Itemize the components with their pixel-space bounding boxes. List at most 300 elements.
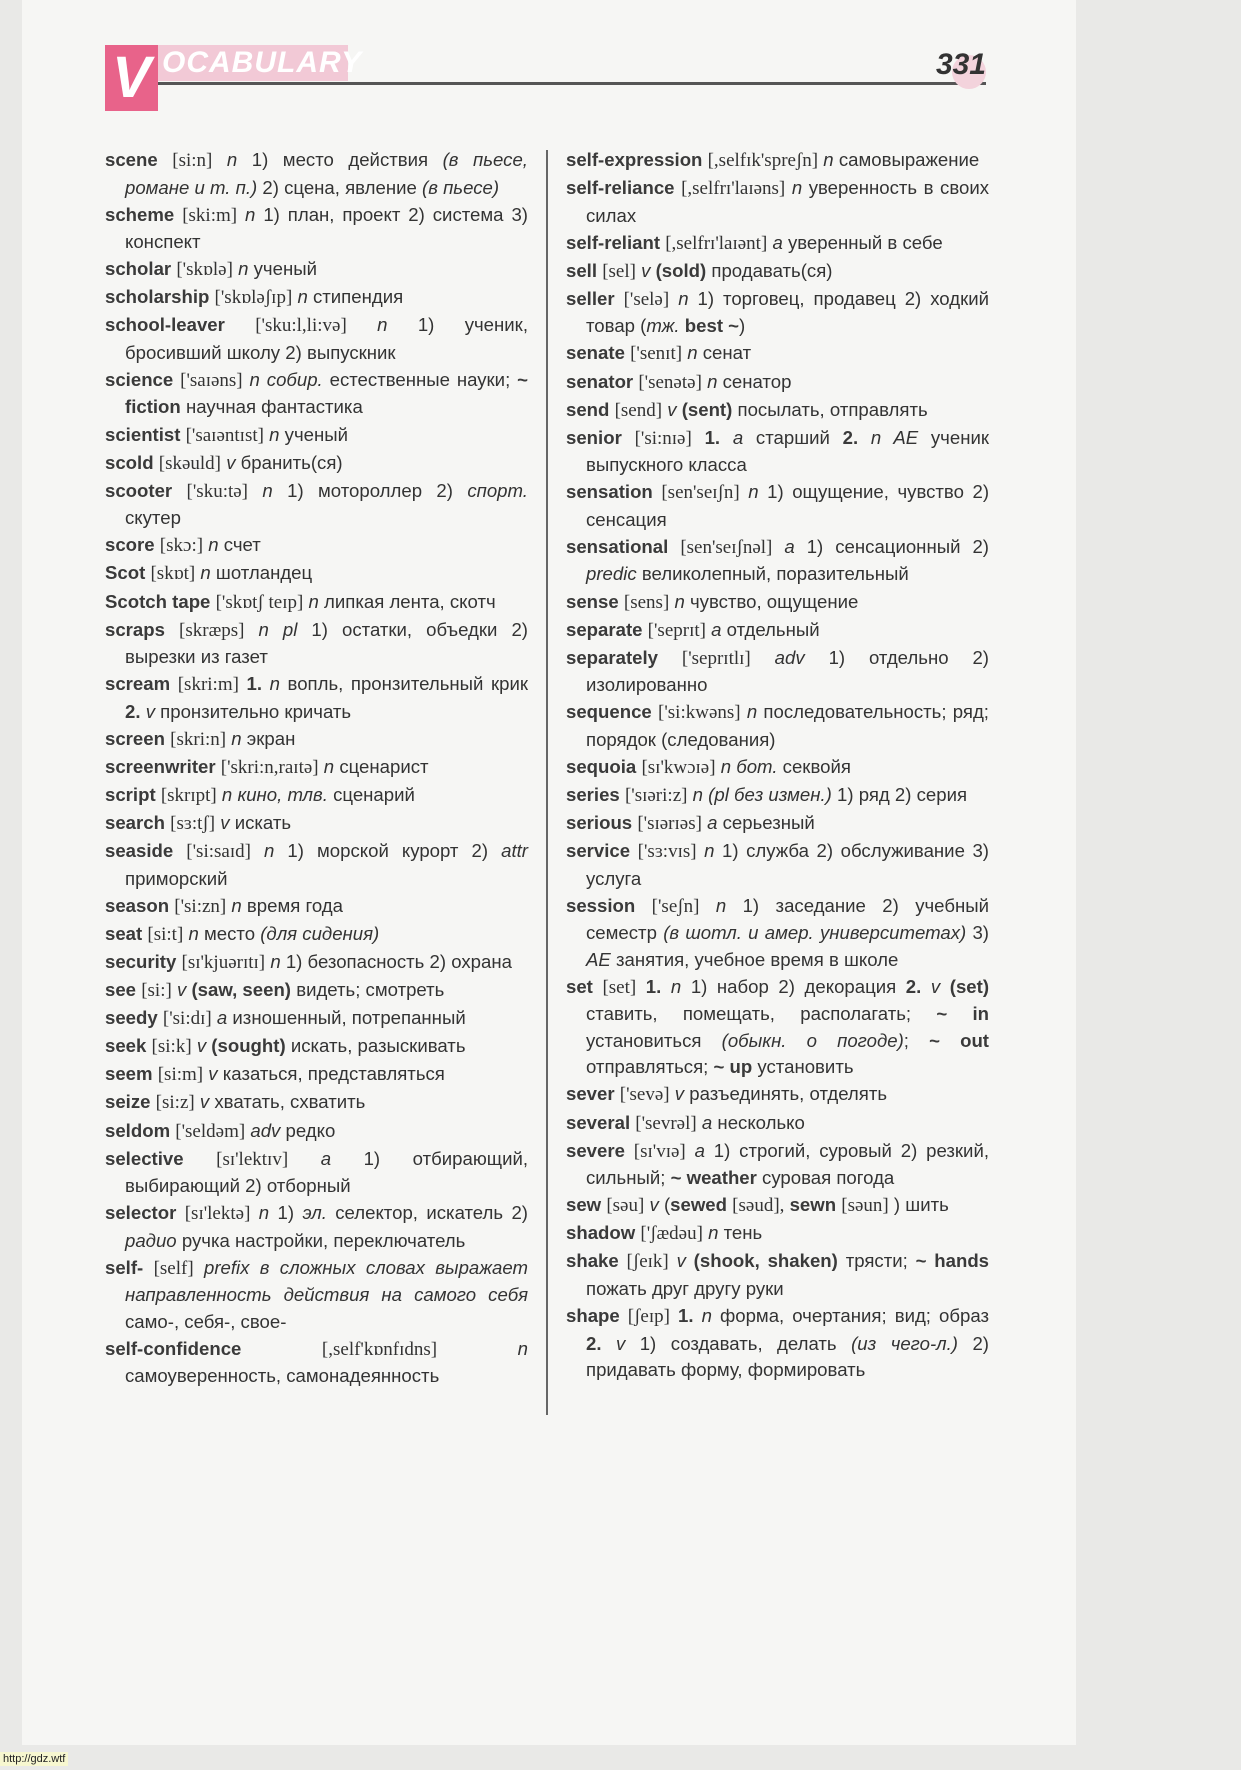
dictionary-entry <box>105 422 528 450</box>
entry-grammar-label: эл. <box>302 1202 327 1224</box>
entry-translation: время года <box>246 894 343 916</box>
entry-transcription: ['si:nɪə] <box>634 427 692 449</box>
entry-transcription: ['skɒləʃɪp] <box>214 287 293 309</box>
dictionary-entry <box>105 1033 528 1061</box>
entry-translation: форма, очертания; вид; образ <box>719 1305 989 1327</box>
entry-grammar-label: (обыкн. о погоде) <box>721 1029 904 1051</box>
entry-translation: видеть; смотреть <box>296 979 445 1001</box>
entry-translation: ; <box>903 1029 909 1051</box>
entry-transcription: [si:m] <box>157 1064 204 1086</box>
entry-translation: счет <box>223 534 261 556</box>
entry-translation: изношенный, потрепанный <box>232 1007 466 1029</box>
entry-headword: sense <box>566 590 619 612</box>
entry-transcription: ['senətə] <box>638 371 702 393</box>
entry-translation: 2) придавать форму, формировать <box>586 1332 990 1381</box>
entry-headword: screen <box>105 727 165 749</box>
dictionary-entry <box>566 1192 989 1220</box>
entry-headword: Scotch tape <box>105 590 211 612</box>
entry-translation: ученый <box>284 423 349 445</box>
entry-transcription: [,selfɪk'spreʃn] <box>707 150 819 171</box>
entry-headword: (saw, seen) <box>191 979 292 1001</box>
dictionary-entry <box>566 617 989 645</box>
dictionary-entry <box>566 645 989 699</box>
entry-headword: selector <box>105 1202 177 1224</box>
entry-transcription: ['seprɪt] <box>647 619 706 641</box>
entry-translation: самоуверенность, самонадеянность <box>125 1365 440 1387</box>
entry-translation: липкая лента, скотч <box>324 590 496 612</box>
dictionary-entry <box>566 1303 989 1384</box>
dictionary-entry <box>566 286 989 340</box>
entry-transcription: [skri:n] <box>170 728 227 750</box>
entry-grammar-label: n <box>208 534 219 556</box>
entry-transcription: [səun] <box>841 1195 889 1217</box>
source-link[interactable]: http://gdz.wtf <box>0 1752 68 1766</box>
dictionary-entry <box>566 974 989 1081</box>
entry-grammar-label: a <box>732 426 744 448</box>
entry-transcription: [skri:m] <box>177 674 239 696</box>
entry-transcription: ['skɒtʃ teɪp] <box>215 591 304 613</box>
entry-grammar-label: n <box>715 894 727 916</box>
right-column <box>566 147 989 1384</box>
dictionary-entry <box>566 369 989 397</box>
left-column <box>105 147 528 1391</box>
dictionary-entry <box>105 147 528 201</box>
entry-transcription: [,selfrɪ'laɪəns] <box>681 178 786 200</box>
dictionary-entry <box>566 258 989 286</box>
entry-translation: 1) сенсационный 2) <box>806 535 989 557</box>
entry-translation: продавать(ся) <box>711 259 833 281</box>
entry-headword: senate <box>566 342 625 364</box>
entry-transcription: [si:k] <box>151 1036 192 1058</box>
entry-grammar-label: a <box>772 231 783 253</box>
entry-headword: scientist <box>105 423 181 445</box>
entry-transcription: [skrɪpt] <box>160 785 217 806</box>
entry-transcription: ['seprɪtlɪ] <box>681 647 751 669</box>
dictionary-entry <box>566 147 989 175</box>
entry-translation: приморский <box>125 867 228 889</box>
entry-translation: занятия, учебное время в школе <box>615 948 899 970</box>
entry-grammar-label: v <box>226 451 236 473</box>
entry-headword: sequoia <box>566 755 637 777</box>
entry-transcription: [sɪ'kjuərɪtɪ] <box>181 951 266 973</box>
entry-grammar-label: (pl без измен.) <box>708 784 832 805</box>
entry-transcription: ['sɜ:vɪs] <box>637 841 697 863</box>
entry-translation: старший <box>755 426 830 448</box>
entry-headword: best ~ <box>684 315 740 337</box>
dictionary-entry <box>566 425 989 479</box>
entry-translation: искать, разыскивать <box>290 1035 466 1057</box>
section-logo-title: OCABULARY <box>158 45 348 81</box>
entry-translation: 1) морской курорт 2) <box>287 840 489 862</box>
entry-headword: script <box>105 784 156 805</box>
section-logo-initial: V <box>105 45 158 111</box>
entry-headword: sensation <box>566 481 653 503</box>
entry-translation: стипендия <box>312 286 404 308</box>
entry-headword: ~ out <box>929 1029 989 1051</box>
entry-translation: 1) ощущение, чувство 2) сенсация <box>586 481 990 530</box>
entry-headword: (sent) <box>681 398 733 420</box>
entry-grammar-label: n <box>231 894 242 916</box>
entry-headword: scraps <box>105 618 165 640</box>
dictionary-entry <box>105 367 528 421</box>
entry-headword: 2. <box>125 700 141 722</box>
entry-transcription: [si:t] <box>147 923 184 945</box>
entry-transcription: [skɔ:] <box>159 535 204 557</box>
entry-grammar-label: a <box>694 1139 705 1161</box>
dictionary-entry <box>105 1336 528 1390</box>
entry-transcription: [send] <box>614 399 663 421</box>
entry-grammar-label: n pl <box>258 618 298 640</box>
dictionary-entry <box>105 478 528 532</box>
entry-headword: scream <box>105 673 171 695</box>
entry-transcription: [,selfrɪ'laɪənt] <box>665 232 768 254</box>
entry-headword: sewed <box>670 1194 727 1216</box>
entry-translation: 2) сцена, явление <box>262 176 417 198</box>
entry-grammar-label: n <box>823 149 834 170</box>
entry-headword: self-reliance <box>566 177 675 199</box>
entry-translation: сценарист <box>339 755 429 777</box>
dictionary-entry <box>566 1220 989 1248</box>
entry-transcription: [skræps] <box>179 619 245 641</box>
entry-grammar-label: v <box>615 1332 626 1354</box>
entry-grammar-label: n <box>264 840 275 862</box>
entry-grammar-label: собир. <box>266 368 323 390</box>
entry-headword: 1. <box>678 1305 694 1327</box>
column-divider <box>546 150 548 1415</box>
dictionary-entry <box>105 560 528 588</box>
entry-transcription: [səu] <box>606 1195 645 1217</box>
entry-headword: sewn <box>789 1194 837 1216</box>
entry-headword: ~ weather <box>670 1167 757 1189</box>
dictionary-entry <box>566 1081 989 1109</box>
entry-headword: session <box>566 894 636 916</box>
entry-transcription: [ski:m] <box>182 204 238 226</box>
entry-headword: seek <box>105 1035 147 1057</box>
entry-translation: 1) отдельно 2) изолированно <box>586 646 989 696</box>
dictionary-entry <box>566 810 989 838</box>
entry-grammar-label: n <box>238 258 249 280</box>
entry-grammar-label: n <box>249 368 260 390</box>
entry-translation: сенатор <box>722 370 792 392</box>
dictionary-entry <box>566 397 989 425</box>
entry-translation: 1) мотороллер 2) <box>287 479 453 501</box>
entry-grammar-label: бот. <box>736 755 778 777</box>
entry-translation: несколько <box>717 1111 805 1133</box>
entry-translation: 1) план, проект 2) система 3) конспект <box>125 203 528 253</box>
entry-translation: посылать, отправлять <box>737 398 928 420</box>
entry-translation: шотландец <box>215 562 313 584</box>
entry-transcription: ['senɪt] <box>630 343 683 365</box>
entry-grammar-label: n <box>308 590 319 612</box>
entry-headword: ~ fiction <box>125 368 528 418</box>
entry-translation: ( <box>663 1194 671 1216</box>
entry-grammar-label: a <box>711 618 722 640</box>
entry-grammar-label: (из чего-л.) <box>851 1332 959 1354</box>
entry-transcription: ['skɒlə] <box>176 259 233 281</box>
entry-headword: screenwriter <box>105 755 216 777</box>
entry-transcription: ['si:kwəns] <box>658 702 741 724</box>
entry-transcription: ['ʃædəu] <box>640 1223 703 1245</box>
entry-transcription: ['si:saɪd] <box>186 841 251 863</box>
entry-headword: score <box>105 534 155 556</box>
entry-grammar-label: n <box>297 286 308 308</box>
entry-transcription: [ʃeɪk] <box>626 1251 669 1273</box>
entry-headword: 1. <box>704 426 721 448</box>
entry-grammar-label: n AE <box>870 426 919 448</box>
entry-transcription: ['sɪərɪəs] <box>637 813 702 835</box>
entry-grammar-label: n <box>746 701 758 723</box>
entry-grammar-label: n <box>245 203 256 225</box>
entry-headword: sequence <box>566 701 652 723</box>
entry-grammar-label: v <box>176 979 187 1001</box>
entry-translation: 1) <box>277 1202 295 1224</box>
entry-grammar-label: n <box>748 481 759 503</box>
entry-headword: self-confidence <box>105 1337 242 1359</box>
entry-grammar-label: n <box>231 727 242 749</box>
dictionary-entry <box>105 1061 528 1089</box>
entry-headword: search <box>105 812 165 834</box>
entry-translation: 1) ряд 2) серия <box>837 784 968 805</box>
entry-grammar-label: n <box>687 342 698 364</box>
entry-transcription: [sen'seɪʃn] <box>661 482 740 504</box>
entry-headword: serious <box>566 812 633 834</box>
entry-grammar-label: n <box>258 1202 270 1224</box>
entry-grammar-label: n <box>670 975 682 997</box>
entry-headword: ~ hands <box>915 1250 990 1272</box>
entry-translation: пожать друг другу руки <box>586 1277 784 1299</box>
entry-headword: science <box>105 368 174 390</box>
entry-headword: season <box>105 894 170 916</box>
entry-translation: 1) создавать, делать <box>639 1332 837 1354</box>
entry-headword: shake <box>566 1250 619 1272</box>
entry-headword: seem <box>105 1063 153 1085</box>
entry-grammar-label: v <box>930 975 941 997</box>
entry-headword: scholar <box>105 258 172 280</box>
entry-translation: установить <box>757 1056 854 1078</box>
entry-headword: self- <box>105 1256 144 1278</box>
entry-transcription: [si:z] <box>155 1092 195 1114</box>
entry-translation: экран <box>246 727 296 749</box>
entry-headword: security <box>105 950 177 972</box>
entry-grammar-label: adv <box>774 646 805 668</box>
entry-transcription: [sɪ'kwɔɪə] <box>641 756 716 778</box>
entry-grammar-label: n <box>270 950 281 972</box>
dictionary-entry <box>566 534 989 588</box>
entry-grammar-label: v <box>674 1083 685 1105</box>
entry-translation: великолепный, поразительный <box>641 563 909 585</box>
entry-translation: ставить, помещать, располагать; <box>586 1003 912 1025</box>
entry-headword: set <box>566 975 593 997</box>
entry-grammar-label: adv <box>250 1119 281 1141</box>
dictionary-entry <box>566 1248 989 1302</box>
dictionary-entry <box>566 754 989 782</box>
entry-headword: 1. <box>645 975 662 997</box>
entry-translation: чувство, ощущение <box>689 590 859 612</box>
entry-grammar-label: n <box>226 149 238 170</box>
entry-translation: установиться <box>586 1029 702 1051</box>
entry-translation: скутер <box>125 507 181 529</box>
entry-translation: хватать, схватить <box>214 1091 366 1113</box>
dictionary-entry <box>566 1138 989 1192</box>
entry-headword: scooter <box>105 479 173 501</box>
dictionary-entry <box>105 1200 528 1254</box>
entry-grammar-label: n <box>269 423 280 445</box>
entry-headword: seize <box>105 1091 151 1113</box>
dictionary-entry <box>105 921 528 949</box>
dictionary-entry <box>566 340 989 368</box>
entry-grammar-label: n <box>262 479 273 501</box>
entry-transcription: [sɪ'lektɪv] <box>216 1148 289 1170</box>
entry-transcription: ['seldəm] <box>175 1120 246 1142</box>
entry-headword: 1. <box>246 673 263 695</box>
entry-transcription: [səud], <box>732 1195 785 1217</box>
entry-translation: ученик выпускного класса <box>586 426 989 476</box>
entry-translation: сценарий <box>333 784 415 805</box>
dictionary-entry <box>566 838 989 892</box>
entry-translation: тень <box>723 1222 763 1244</box>
dictionary-entry <box>105 671 528 725</box>
entry-headword: (sought) <box>211 1035 286 1057</box>
entry-headword: 2. <box>905 975 922 997</box>
entry-grammar-label: v <box>196 1035 207 1057</box>
dictionary-entry <box>566 782 989 810</box>
entry-translation: секвойя <box>782 755 851 777</box>
entry-grammar-label: v <box>641 259 651 281</box>
entry-transcription: [sen'seɪʃnəl] <box>680 536 773 558</box>
entry-translation: 1) служба 2) обслуживание 3) услуга <box>586 840 989 889</box>
entry-grammar-label: n <box>188 922 199 944</box>
entry-grammar-label: радио <box>125 1229 177 1251</box>
entry-translation: уверенный в себе <box>787 231 943 253</box>
entry-transcription: [sɪ'lektə] <box>184 1203 251 1225</box>
entry-transcription: ['sevə] <box>619 1084 670 1106</box>
entry-translation: отправляться; <box>586 1056 709 1078</box>
entry-translation: селектор, искатель 2) <box>335 1202 528 1224</box>
entry-transcription: ['sevrəl] <box>635 1112 697 1134</box>
entry-transcription: ['saɪəns] <box>180 369 243 391</box>
entry-grammar-label: attr <box>501 840 528 862</box>
entry-transcription: [si:n] <box>172 150 213 171</box>
entry-transcription: ['skri:n,raɪtə] <box>220 756 319 778</box>
entry-grammar-label: (в пьесе) <box>422 176 500 198</box>
entry-transcription: ['si:dɪ] <box>162 1008 212 1030</box>
entry-grammar-label: тж. <box>646 315 680 337</box>
dictionary-entry <box>566 230 989 258</box>
entry-transcription: [,self'kɒnfɪdns] <box>321 1338 438 1360</box>
entry-headword: seller <box>566 287 615 309</box>
entry-translation: 1) место действия <box>251 149 429 170</box>
entry-grammar-label: n <box>200 562 211 584</box>
dictionary-entry <box>105 977 528 1005</box>
entry-translation: пронзительно кричать <box>160 700 352 722</box>
entry-translation: 1) остатки, объедки 2) вырезки из газет <box>125 618 528 668</box>
entry-grammar-label: v <box>667 398 677 420</box>
entry-transcription: ['si:zn] <box>174 895 227 917</box>
entry-headword: sew <box>566 1194 602 1216</box>
entry-grammar-label: n <box>692 784 703 805</box>
entry-headword: school-leaver <box>105 314 225 336</box>
entry-headword: 2. <box>842 426 859 448</box>
entry-grammar-label: n <box>674 590 685 612</box>
dictionary-entry <box>566 893 989 974</box>
entry-grammar-label: a <box>701 1111 713 1133</box>
dictionary-entry <box>105 284 528 312</box>
entry-grammar-label: n <box>707 370 718 392</box>
dictionary-entry <box>105 256 528 284</box>
header-rule <box>158 82 986 85</box>
entry-translation: последовательность; ряд; порядок (следования) <box>586 701 989 750</box>
entry-translation: отдельный <box>726 618 820 640</box>
entry-grammar-label: predic <box>586 563 637 585</box>
dictionary-entry <box>566 175 989 229</box>
dictionary-entry <box>105 838 528 892</box>
entry-translation: 1) набор 2) декорация <box>690 975 897 997</box>
entry-translation: искать <box>234 812 292 834</box>
entry-transcription: [sel] <box>602 260 636 282</box>
dictionary-entry <box>105 782 528 810</box>
entry-transcription: ['sku:l,li:və] <box>255 315 347 337</box>
entry-headword: scheme <box>105 203 175 225</box>
entry-translation: ) <box>739 315 746 337</box>
entry-transcription: [ʃeɪp] <box>627 1306 670 1328</box>
dictionary-entry <box>566 699 989 753</box>
entry-transcription: [set] <box>602 976 637 998</box>
entry-grammar-label: v <box>649 1194 659 1216</box>
entry-grammar-label: n <box>377 314 388 336</box>
entry-headword: Scot <box>105 562 146 584</box>
entry-translation: вопль, пронзительный крик <box>287 673 528 695</box>
entry-translation: 1) отбирающий, выбирающий 2) отборный <box>125 1147 529 1197</box>
entry-headword: (shook, shaken) <box>693 1250 838 1272</box>
entry-translation: уверенность в своих силах <box>586 177 990 226</box>
dictionary-entry <box>105 1005 528 1033</box>
entry-translation: трясти; <box>845 1250 908 1272</box>
entry-translation: место <box>203 922 256 944</box>
dictionary-entry <box>105 726 528 754</box>
entry-translation: научная фантастика <box>185 396 363 418</box>
entry-grammar-label: n <box>323 755 335 777</box>
entry-transcription: ['selə] <box>623 288 670 310</box>
entry-grammar-label: кино, тлв. <box>237 784 328 805</box>
entry-headword: several <box>566 1111 631 1133</box>
entry-grammar-label: n <box>269 673 280 695</box>
entry-transcription: [si:] <box>141 980 172 1002</box>
entry-translation: 1) строгий, суровый 2) резкий, сильный; <box>586 1139 989 1189</box>
dictionary-entry <box>105 589 528 617</box>
entry-headword: separately <box>566 646 658 668</box>
entry-translation: ручка настройки, переключатель <box>181 1229 466 1251</box>
entry-grammar-label: (в пьесе, романе и т. п.) <box>125 149 528 198</box>
entry-translation: серьезный <box>722 812 815 834</box>
entry-translation: самовыражение <box>838 149 980 170</box>
entry-translation: 1) безопасность 2) охрана <box>285 950 512 972</box>
entry-translation: 3) <box>972 922 990 944</box>
entry-transcription: ['saɪəntɪst] <box>185 424 264 446</box>
entry-transcription: ['seʃn] <box>651 895 700 917</box>
entry-grammar-label: v <box>199 1091 210 1113</box>
entry-grammar-label: a <box>320 1147 332 1169</box>
entry-headword: shape <box>566 1305 620 1327</box>
entry-grammar-label: спорт. <box>467 479 528 501</box>
entry-headword: (sold) <box>655 259 707 281</box>
entry-grammar-label: n <box>678 287 689 309</box>
entry-transcription: [skɒt] <box>150 563 196 585</box>
dictionary-entry <box>105 893 528 921</box>
dictionary-entry <box>105 1118 528 1146</box>
entry-grammar-label: n <box>221 784 233 805</box>
entry-grammar-label: n <box>701 1305 712 1327</box>
entry-translation: само-, себя-, свое- <box>125 1310 287 1332</box>
